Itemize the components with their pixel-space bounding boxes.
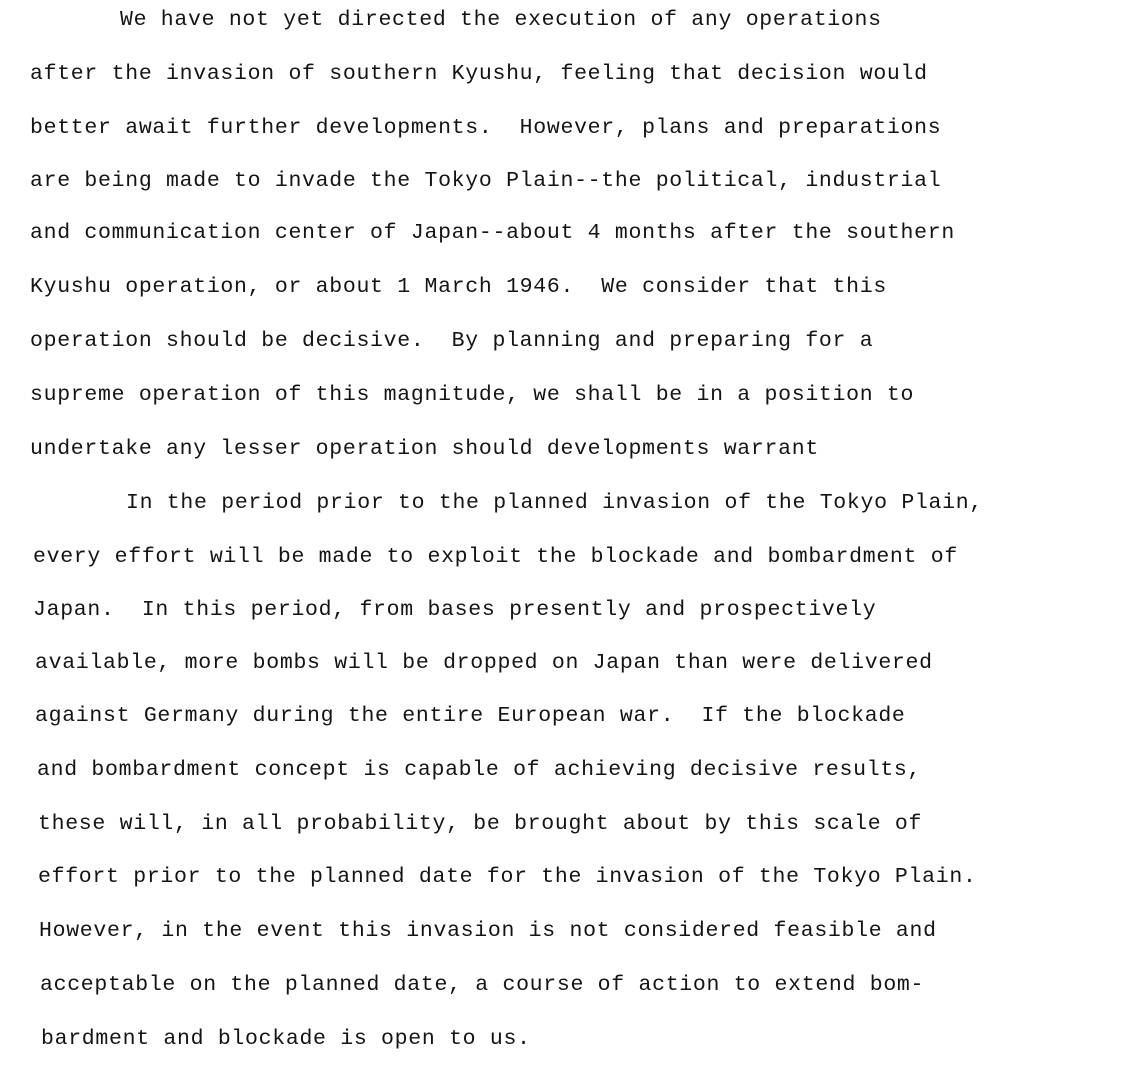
text-line: However, in the event this invasion is not considered feasible and <box>39 919 937 943</box>
text-line: every effort will be made to exploit the blockade and bombardment of <box>33 545 958 569</box>
text-line: and bombardment concept is capable of achieving decisive results, <box>37 758 922 782</box>
text-line: against Germany during the entire European war. If the blockade <box>35 704 906 728</box>
text-line: bardment and blockade is open to us. <box>41 1027 531 1051</box>
text-line: undertake any lesser operation should developments warrant <box>30 437 819 461</box>
text-line: We have not yet directed the execution of any operations <box>120 8 882 32</box>
text-line: Kyushu operation, or about 1 March 1946. We consider that this <box>30 275 887 299</box>
text-line: these will, in all probability, be brought about by this scale of <box>38 812 923 836</box>
text-line: after the invasion of southern Kyushu, feeling that decision would <box>30 62 928 86</box>
text-line: acceptable on the planned date, a course of action to extend bom- <box>40 973 925 997</box>
text-line: better await further developments. However, plans and preparations <box>30 116 942 140</box>
text-line: effort prior to the planned date for the invasion of the Tokyo Plain. <box>38 865 977 889</box>
text-line: are being made to invade the Tokyo Plain--the political, industrial <box>30 169 942 193</box>
text-line: Japan. In this period, from bases presently and prospectively <box>33 598 877 622</box>
text-line: supreme operation of this magnitude, we shall be in a position to <box>30 383 915 407</box>
text-line: operation should be decisive. By planning and preparing for a <box>30 329 874 353</box>
text-line: and communication center of Japan--about 4 months after the southern <box>30 221 955 245</box>
text-line: available, more bombs will be dropped on Japan than were delivered <box>35 651 933 675</box>
text-line: In the period prior to the planned invasion of the Tokyo Plain, <box>126 491 983 515</box>
